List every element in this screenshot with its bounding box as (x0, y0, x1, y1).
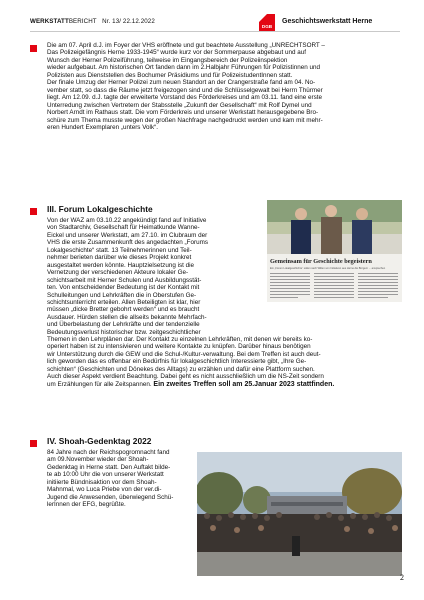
text-line: von Stadtarchiv, Gesellschaft für Heimatkunde Wanne- (47, 224, 200, 232)
text-line: Mahnmal, wo Luca Priebe von der ver.di- (47, 486, 162, 494)
text-line: Polizisten aus Dienststellen des Bochumer Präsidiums und für PolizeistudentInnen statt. (47, 71, 293, 79)
section-bullet (30, 440, 37, 447)
section-title-forum: III. Forum Lokalgeschichte (47, 204, 153, 214)
forum-paragraph (47, 217, 208, 336)
clipping-photo (267, 200, 402, 302)
text-line: ten. Von entscheidender Bedeutung ist der Kontakt mit (47, 284, 200, 292)
text-line: schichten“ (Geschichten und Dönekes des Alltags) zu erzählen und dafür eine Plattform suchen. (47, 365, 315, 373)
forum-paragraph-continued (47, 336, 334, 388)
page-header (30, 12, 400, 34)
text-line: schichtsunterricht erteilen. Allen Beteiligten ist klar, hier (47, 298, 201, 306)
text-line: lerInnen der EFG, begrüßte. (47, 501, 126, 509)
memorial-crowd-image (197, 452, 402, 576)
text-line: Auch dieser Aspekt verdient Beachtung. Dabei geht es nicht ausschließlich um die NS-Zeit sondern (47, 373, 324, 381)
text-line: am 09.November wieder der Shoah- (47, 456, 149, 464)
text-line: Norbert Arndt im Rathaus statt. Die vom Förderkreis und unserer Werkstatt herausgegebene Bro- (47, 109, 319, 117)
text-line: Bedeutungsverlust historischer bzw. zeitgeschichtlicher (47, 328, 201, 336)
text-line: Wunsch der Herner Polizeiführung, teilweise im Eingangsbereich der Polizeiinspektion (47, 56, 288, 64)
series-name-bold: WERKSTATT (30, 18, 69, 25)
text-line: Von der WAZ am 03.10.22 angekündigt fand auf Initiative (47, 217, 207, 224)
text-segment: um Erzählungen für alle Zeitspannen. (47, 380, 152, 388)
text-line: operiert haben ist zu intensivieren und weitere Kontakte zu knüpfen. Darüber hinaus benötigen (47, 343, 311, 351)
page-number: 2 (400, 573, 404, 582)
newspaper-clipping-image (267, 200, 402, 302)
section-bullet (30, 208, 37, 215)
text-line: und Überbelastung der Lehrkräfte und der tendenzielle (47, 321, 200, 329)
text-line: Schulleitungen und Lehrkräften die in Oberstufen Ge- (47, 291, 197, 299)
text-line: Gedenktag in Herne statt. Den Auftakt bilde- (47, 463, 171, 471)
next-meeting-note: Ein zweites Treffen soll am 25.Januar 2023 stattfinden. (153, 380, 335, 388)
text-line: Unterredung zwischen Vertretern der Stabsstelle „Zukunft der Gesellschaft“ mit Rolf Dymel und (47, 101, 312, 109)
organization-name: Geschichtswerkstatt Herne (282, 18, 373, 25)
text-line: Vernetzung der verschiedenen Akteure lokaler Ge- (47, 269, 189, 277)
text-line: Der finale Umzug der Herner Polizei zum neuen Standort an der Crangerstraße fand am 04. No- (47, 79, 316, 87)
clipping-subheadline: Ein „Forum Lokalgeschichte“ sollen nach Willen von Initiativen aus Herne die Bürgern ... ansprechen (270, 267, 386, 270)
dgb-logo-icon (256, 12, 276, 32)
text-line: 84 Jahre nach der Reichspogromnacht fand (47, 449, 170, 456)
svg-text:DGB: DGB (261, 24, 273, 29)
shoah-paragraph (47, 449, 173, 509)
clipping-headline: Gemeinsam für Geschichte begeistern (270, 258, 372, 265)
text-line: wieder aufgebaut. Am historischen Ort fanden dann im 2.Halbjahr Führungen für Polizistinnen und (47, 64, 321, 72)
text-line: eren Hundert Exemplaren „unters Volk“. (47, 123, 158, 131)
intro-paragraph (47, 42, 325, 131)
text-line: schichtsarbeit mit Herner Schulen und Ausbildungsstät- (47, 276, 202, 284)
text-line: vember statt, so dass die Räume jetzt freigezogen sind und die Schlüsselgewalt bei Herrn Thürmer (47, 86, 323, 94)
text-line: Ausdauer. Hürden stellen die allseits bekannte Mehrfach- (47, 313, 207, 321)
text-line: Eickel und unserer Werkstatt, am 27.10. im Clubraum der (47, 231, 208, 239)
text-line: Lokalgeschichte“ statt. 13 Teilnehmerinnen und Teil- (47, 246, 192, 254)
text-line: te ab 10:00 Uhr die von unserer Werkstatt (47, 471, 164, 479)
text-line: Jugend die Anwesenden, überwiegend Schü- (47, 493, 174, 501)
text-line: müssen „dicke Bretter gebohrt werden“ und es braucht (47, 306, 200, 314)
text-line: initiierte Bündnisaktion vor dem Shoah- (47, 478, 157, 486)
text-line: ausgestaltet werden könnte. Hauptzielsetzung ist die (47, 261, 195, 269)
text-line: schüre zum Thema musste wegen der großen Nachfrage nachgedruckt werden und kam mit mehr- (47, 116, 323, 124)
issue-number: Nr. 13/ 22.12.2022 (102, 18, 155, 25)
text-line (47, 381, 334, 388)
text-line: wir Unterstützung durch die GEW und die Schul-/Kultur-verwaltung. Bei dem Treffen ist auch deut- (47, 350, 321, 358)
text-line: Themen in den Lehrplänen dar. Der Kontakt zu einzelnen Lehrkräften, mit denen wir bereits ko- (47, 336, 313, 343)
text-line: nehmer berieten darüber wie dieses Projekt konkret (47, 254, 192, 262)
header-divider (30, 31, 400, 32)
shoah-memorial-photo (197, 452, 402, 576)
section-bullet (30, 45, 37, 52)
text-line: liegt. Am 12.09. d.J. tagte der erweiterte Vorstand des Förderkreises und am 03.11. fand eine erste (47, 94, 323, 102)
newsletter-info (30, 18, 155, 25)
text-line: Die am 07. April d.J. im Foyer der VHS eröffnete und gut beachtete Ausstellung „UNRECHTSORT – (47, 42, 325, 49)
text-line: VHS die erste Zusammenkunft des angedachten „Forums (47, 239, 208, 247)
text-line: lich geworden das es offenbar ein Bedürfnis für lokalgeschichtlich Interessierte gibt, „Ihre Ge- (47, 358, 307, 366)
series-name-light: BERICHT (68, 18, 97, 25)
section-title-shoah: IV. Shoah-Gedenktag 2022 (47, 436, 152, 446)
text-line: Das Polizeigefängnis Herne 1933-1945“ wurde kurz vor der Sommerpause abgebaut und auf (47, 49, 307, 57)
